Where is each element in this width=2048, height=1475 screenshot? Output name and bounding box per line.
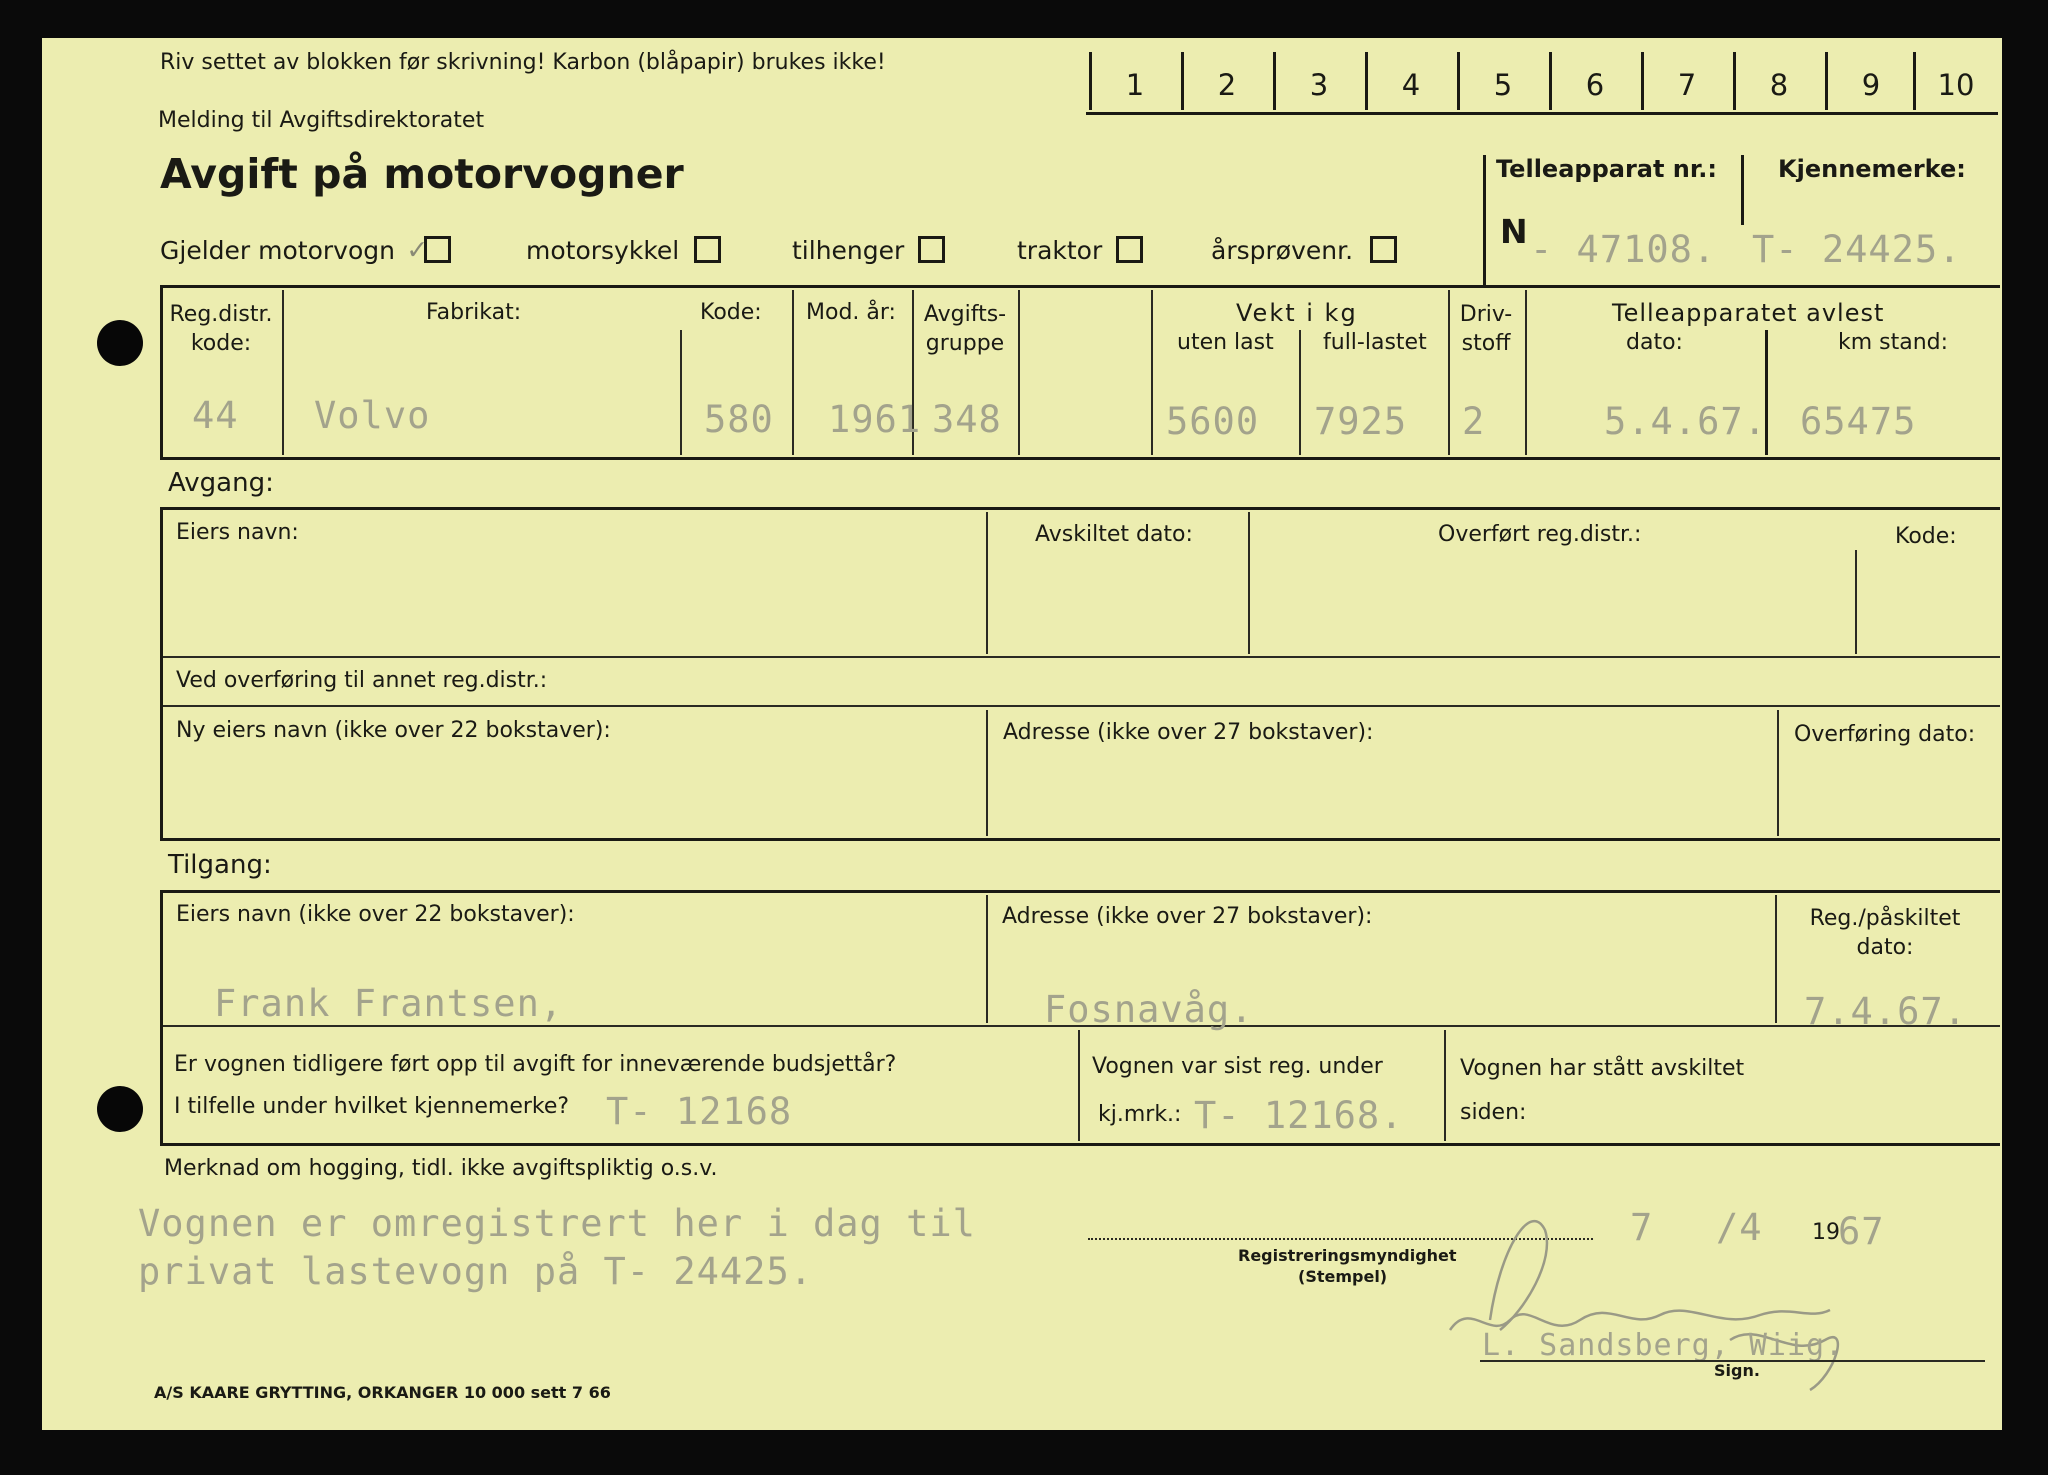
tilhenger-checkbox[interactable] bbox=[918, 236, 945, 263]
telleapparat-dato-value: 5.4.67. bbox=[1604, 400, 1767, 443]
kjennemerke-label: Kjennemerke: bbox=[1778, 155, 1966, 183]
reg-paskiltet-dato-label: Reg./påskiltet dato: bbox=[1809, 906, 1961, 960]
uten-last-header: uten last bbox=[1177, 330, 1274, 355]
arsprovenr-checkbox[interactable] bbox=[1370, 236, 1397, 263]
tilgang-section-title: Tilgang: bbox=[168, 850, 272, 880]
stempel-label: (Stempel) bbox=[1298, 1267, 1388, 1286]
date-century: 19 bbox=[1812, 1220, 1840, 1245]
overfort-reg-distr-label: Overført reg.distr.: bbox=[1438, 522, 1642, 547]
vekt-header: Vekt i kg bbox=[1236, 299, 1358, 327]
avgiftsgruppe-header: Avgifts- gruppe bbox=[923, 302, 1007, 356]
avskiltet-siden-label: Vognen har stått avskiltet bbox=[1460, 1056, 1745, 1081]
sist-reg-kjmrk-label: kj.mrk.: bbox=[1098, 1102, 1182, 1127]
avskiltet-siden-label-2: siden: bbox=[1460, 1100, 1527, 1125]
fabrikat-header: Fabrikat: bbox=[426, 300, 522, 325]
avgang-eiers-navn-label: Eiers navn: bbox=[176, 520, 299, 545]
budsjettar-question: Er vognen tidligere ført opp til avgift for inneværende budsjettår? bbox=[174, 1052, 897, 1077]
merknad-text-line-2: privat lastevogn på T- 24425. bbox=[138, 1250, 814, 1293]
full-lastet-header: full-lastet bbox=[1323, 330, 1427, 355]
registreringsmyndighet-label: Registreringsmyndighet bbox=[1238, 1246, 1457, 1265]
copy-number: 2 bbox=[1217, 68, 1237, 102]
kjennemerke-value: T- 24425. bbox=[1752, 228, 1962, 271]
reg-distr-header: Reg.distr. kode: bbox=[169, 302, 273, 356]
sign-label: Sign. bbox=[1714, 1361, 1760, 1380]
copy-number: 6 bbox=[1585, 68, 1605, 102]
ny-eiers-navn-label: Ny eiers navn (ikke over 22 bokstaver): bbox=[176, 718, 611, 743]
typed-signature: L. Sandsberg, Wiig. bbox=[1482, 1328, 1845, 1363]
fabrikat-value: Volvo bbox=[314, 394, 431, 437]
vehicle-type-motorsykkel-label: motorsykkel bbox=[526, 236, 680, 265]
header-box-left-border bbox=[1483, 155, 1486, 285]
avskiltet-dato-label: Avskiltet dato: bbox=[1035, 522, 1193, 547]
copy-number: 7 bbox=[1677, 68, 1697, 102]
avgang-adresse-label: Adresse (ikke over 27 bokstaver): bbox=[1003, 720, 1374, 745]
punch-hole bbox=[97, 1086, 143, 1132]
kjennemerke-question-value: T- 12168 bbox=[606, 1090, 793, 1133]
copy-number: 4 bbox=[1401, 68, 1421, 102]
sist-reg-label: Vognen var sist reg. under bbox=[1092, 1054, 1383, 1079]
full-lastet-value: 7925 bbox=[1314, 400, 1408, 443]
telleapparat-value: - 47108. bbox=[1530, 228, 1717, 271]
copy-number: 9 bbox=[1861, 68, 1881, 102]
motorvogn-checkbox[interactable] bbox=[424, 236, 451, 263]
punch-hole bbox=[97, 320, 143, 366]
telleapparat-prefix: N bbox=[1500, 212, 1528, 251]
date-year: 67 bbox=[1838, 1210, 1885, 1253]
mod-ar-header: Mod. år: bbox=[806, 300, 896, 325]
printer-imprint: A/S KAARE GRYTTING, ORKANGER 10 000 sett 7 66 bbox=[154, 1383, 611, 1402]
instruction-text: Riv settet av blokken før skrivning! Karbon (blåpapir) brukes ikke! bbox=[160, 50, 886, 75]
tilgang-eiers-navn-label: Eiers navn (ikke over 22 bokstaver): bbox=[176, 902, 575, 927]
copy-number: 10 bbox=[1937, 68, 1975, 102]
ved-overforing-label: Ved overføring til annet reg.distr.: bbox=[176, 668, 548, 693]
vehicle-type-motorvogn-label: Gjelder motorvogn bbox=[160, 236, 395, 265]
drivstoff-header: Driv- stoff bbox=[1459, 302, 1513, 356]
tilgang-adresse-label: Adresse (ikke over 27 bokstaver): bbox=[1002, 904, 1373, 929]
reg-distr-value: 44 bbox=[192, 394, 239, 437]
traktor-checkbox[interactable] bbox=[1116, 236, 1143, 263]
km-stand-value: 65475 bbox=[1800, 400, 1917, 443]
check-mark: ✓ bbox=[408, 232, 428, 267]
tilgang-adresse-value: Fosnavåg. bbox=[1044, 988, 1254, 1031]
telleapparat-avlest-header: Telleapparatet avlest bbox=[1612, 299, 1885, 327]
drivstoff-value: 2 bbox=[1462, 400, 1486, 443]
mod-ar-value: 1961 bbox=[828, 398, 922, 441]
tilgang-eiers-navn-value: Frank Frantsen, bbox=[214, 982, 564, 1025]
header-box-divider bbox=[1741, 155, 1744, 225]
overforing-dato-label: Overføring dato: bbox=[1794, 722, 1976, 747]
copy-number: 1 bbox=[1125, 68, 1145, 102]
sist-reg-value: T- 12168. bbox=[1194, 1094, 1404, 1137]
kjennemerke-question: I tilfelle under hvilket kjennemerke? bbox=[174, 1094, 570, 1119]
kode-header: Kode: bbox=[700, 300, 762, 325]
date-day: 7 bbox=[1630, 1206, 1654, 1249]
date-month: /4 bbox=[1716, 1206, 1763, 1249]
recipient-text: Melding til Avgiftsdirektoratet bbox=[158, 108, 485, 133]
dato-header: dato: bbox=[1626, 330, 1683, 355]
reg-paskiltet-dato-value: 7.4.67. bbox=[1804, 990, 1967, 1033]
km-stand-header: km stand: bbox=[1838, 330, 1949, 355]
vehicle-type-arsprovenr-label: årsprøvenr. bbox=[1211, 236, 1354, 265]
form-title: Avgift på motorvogner bbox=[160, 150, 684, 198]
merknad-label: Merknad om hogging, tidl. ikke avgiftspliktig o.s.v. bbox=[164, 1156, 718, 1181]
avgiftsgruppe-value: 348 bbox=[932, 398, 1002, 441]
copy-number: 5 bbox=[1493, 68, 1513, 102]
vehicle-type-tilhenger-label: tilhenger bbox=[792, 236, 905, 265]
copy-number: 8 bbox=[1769, 68, 1789, 102]
motorsykkel-checkbox[interactable] bbox=[694, 236, 721, 263]
avgang-section-title: Avgang: bbox=[168, 468, 274, 498]
vehicle-type-traktor-label: traktor bbox=[1017, 236, 1103, 265]
uten-last-value: 5600 bbox=[1166, 400, 1260, 443]
copy-number: 3 bbox=[1309, 68, 1329, 102]
kode-value: 580 bbox=[704, 398, 774, 441]
merknad-text-line-1: Vognen er omregistrert her i dag til bbox=[138, 1202, 976, 1245]
handwritten-signature bbox=[1430, 1190, 1860, 1420]
avgang-kode-label: Kode: bbox=[1895, 524, 1957, 549]
telleapparat-label: Telleapparat nr.: bbox=[1496, 155, 1718, 183]
